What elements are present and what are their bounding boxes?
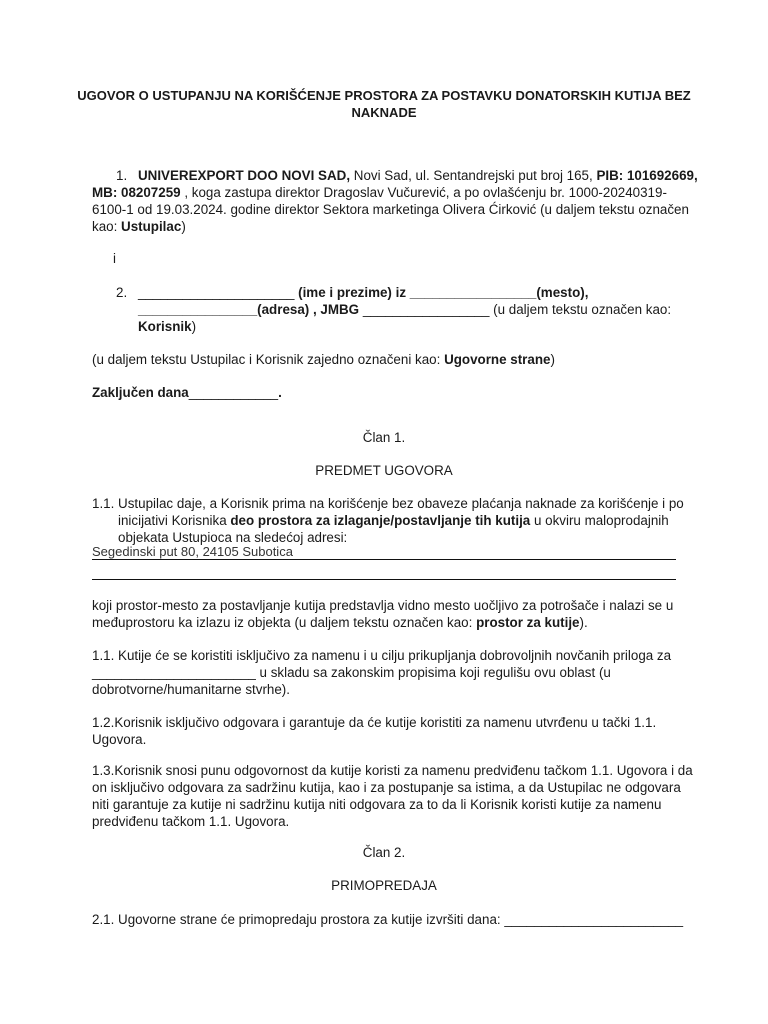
koji-line-1: koji prostor-mesto za postavljanje kutija predstavlja vidno mesto uočljivo za potrošače i nalazi se u	[92, 598, 674, 613]
clause-1-2-line-1: 1.2.Korisnik isključivo odgovara i garantuje da će kutije koristiti za namenu utvrđenu u tački 1.1.	[92, 715, 657, 730]
paren-close: ).	[579, 615, 588, 630]
together-text: (u daljem tekstu Ustupilac i Korisnik zajedno označeni kao:	[92, 352, 445, 367]
paren-close: )	[181, 219, 186, 234]
together-clause	[92, 352, 555, 367]
address-underline	[92, 559, 676, 560]
party-2-line-2	[138, 302, 671, 317]
party-1-line-4	[92, 219, 186, 234]
title-line-2: NAKNADE	[351, 105, 417, 120]
place-blank: _________________(mesto),	[409, 285, 589, 300]
clause-1-1-line-2	[118, 513, 669, 528]
party-2-number: 2.	[116, 285, 128, 300]
document-title	[0, 87, 768, 121]
name-label: (ime i prezime) iz	[294, 285, 410, 300]
koji-line-2	[92, 615, 588, 630]
party-1-line-3: 6100-1 od 19.03.2024. godine direktor Sektora marketinga Olivera Ćirković (u daljem tekstu označen	[92, 202, 689, 217]
article-2-subheading: PRIMOPREDAJA	[331, 878, 437, 893]
clause-2-1: 2.1. Ugovorne strane će primopredaju prostora za kutije izvršiti dana: ________________________	[92, 912, 684, 927]
jmbg-blank: _________________	[362, 302, 490, 317]
party-1-number: 1.	[116, 168, 128, 183]
korisnik-term: Korisnik	[138, 319, 192, 334]
clause-1-3-line-2: on isključivo odgovara za sadržinu kutija, kao i za postupanje sa istima, a da Ustupilac ne odgovara	[92, 780, 681, 795]
paren-close: )	[550, 352, 555, 367]
name-blank: _____________________	[138, 285, 295, 300]
party-2-line-1	[138, 285, 588, 300]
party-1-line-1	[138, 168, 698, 183]
clause-text-end: u okviru maloprodajnih	[530, 513, 669, 528]
ustupilac-term: Ustupilac	[121, 219, 182, 234]
label-text: kao:	[92, 219, 122, 234]
clause-1-3-line-1: 1.3.Korisnik snosi punu odgovornost da kutije koristi za namenu predviđenu tačkom 1.1. Ugovora i da	[92, 763, 693, 778]
conjunction: i	[113, 251, 116, 266]
designation-text: (u daljem tekstu označen kao:	[489, 302, 672, 317]
period: .	[278, 385, 282, 400]
clause-text: inicijativi Korisnika	[118, 513, 231, 528]
paren-close: )	[191, 319, 197, 334]
clause-1-1b-line-1: 1.1. Kutije će se koristiti isključivo za namenu i u cilju prikupljanja dobrovoljnih novčanih priloga za	[92, 648, 672, 663]
clause-1-1-line-1: 1.1. Ustupilac daje, a Korisnik prima na korišćenje bez obaveze plaćanja naknade za korišćenje i po	[92, 496, 684, 511]
article-1-heading: Član 1.	[362, 430, 406, 445]
date-blank: ____________	[188, 385, 279, 400]
company-mb: MB: 08207259	[92, 185, 181, 200]
koji-text: međuprostoru ka izlazu iz objekta (u daljem tekstu označen kao:	[92, 615, 477, 630]
article-2-heading: Član 2.	[362, 845, 406, 860]
clause-1-3-line-4: predviđenu tačkom 1.1. Ugovora.	[92, 814, 290, 829]
company-address: Novi Sad, ul. Sentandrejski put broj 165,	[350, 168, 597, 183]
concluded-label: Zaključen dana	[92, 385, 189, 400]
concluded-line	[92, 385, 282, 400]
company-pib: PIB: 101692669,	[596, 168, 698, 183]
address-underline-2	[92, 579, 676, 580]
party-1-line-2	[92, 185, 667, 200]
box-space-term: prostor za kutije	[476, 615, 580, 630]
article-1-subheading: PREDMET UGOVORA	[315, 463, 453, 478]
space-term: deo prostora za izlaganje/postavljanje tih kutija	[230, 513, 531, 528]
contracting-parties-term: Ugovorne strane	[444, 352, 551, 367]
representative-text: , koga zastupa direktor Dragoslav Vučurević, a po ovlašćenju br. 1000-20240319-	[180, 185, 667, 200]
party-2-line-3	[138, 319, 196, 334]
clause-1-1b-line-2: ______________________ u skladu sa zakonskim propisima koji regulišu ovu oblast (u	[92, 665, 611, 680]
title-line-1: UGOVOR O USTUPANJU NA KORIŠĆENJE PROSTORA ZA POSTAVKU DONATORSKIH KUTIJA BEZ	[77, 88, 691, 103]
address-field[interactable]: Segedinski put 80, 24105 Subotica	[92, 544, 293, 559]
clause-1-3-line-3: niti garantuje za kutije ni sadržinu kutija niti odgovara za to da li Korisnik koristi kutije za namenu	[92, 797, 662, 812]
clause-1-1b-line-3: dobrotvorne/humanitarne stvrhe).	[92, 682, 290, 697]
company-name: UNIVEREXPORT DOO NOVI SAD,	[138, 168, 351, 183]
clause-1-1-line-3: objekata Ustupioca na sledećoj adresi:	[118, 530, 348, 545]
clause-1-2-line-2: Ugovora.	[92, 732, 147, 747]
address-jmbg-label: ________________(adresa) , JMBG	[138, 302, 363, 317]
